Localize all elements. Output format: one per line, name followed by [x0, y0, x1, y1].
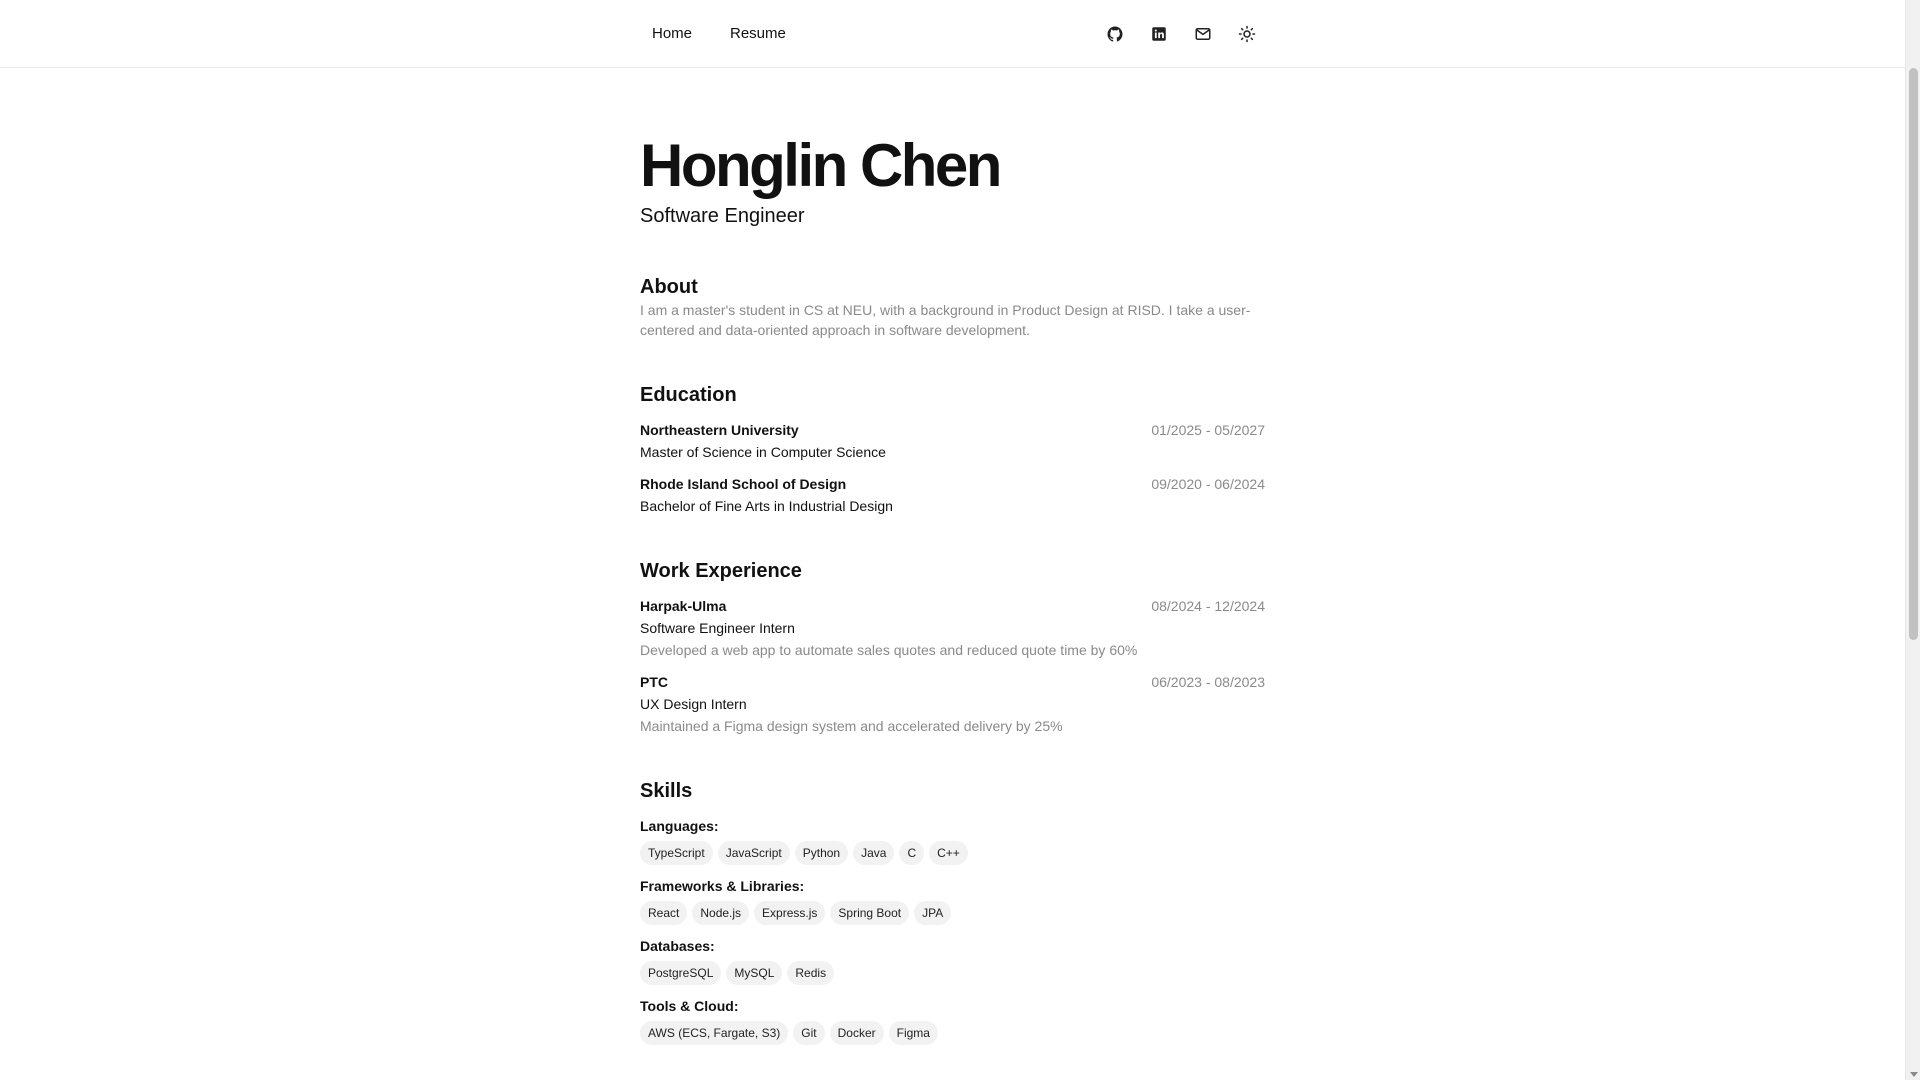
- skill-group-tools: [640, 996, 1265, 1045]
- entry-role: UX Design Intern: [640, 696, 747, 712]
- skill-chip: C: [899, 841, 924, 865]
- skills-title: Skills: [640, 780, 693, 802]
- work-entry: [640, 672, 1265, 736]
- skill-group-languages: [640, 816, 1265, 865]
- skill-chip: Spring Boot: [830, 901, 909, 925]
- github-icon[interactable]: [1102, 21, 1128, 47]
- skill-chip: AWS (ECS, Fargate, S3): [640, 1021, 788, 1045]
- skill-chip: Java: [853, 841, 894, 865]
- profile-name: Honglin Chen: [640, 132, 1000, 199]
- skill-group-label: Languages:: [640, 818, 719, 834]
- entry-date: 01/2025 - 05/2027: [1151, 422, 1265, 438]
- entry-description: Maintained a Figma design system and accelerated delivery by 25%: [640, 718, 1063, 734]
- nav-resume-link[interactable]: Resume: [730, 25, 786, 42]
- entry-degree: Bachelor of Fine Arts in Industrial Design: [640, 498, 893, 514]
- nav-inner: [640, 0, 1265, 68]
- scroll-down-arrow-icon[interactable]: [1910, 1072, 1918, 1077]
- top-navigation: [0, 0, 1905, 68]
- entry-org: Harpak-Ulma: [640, 598, 727, 614]
- entry-date: 08/2024 - 12/2024: [1151, 598, 1265, 614]
- skill-chip: Express.js: [754, 901, 825, 925]
- work-entry: [640, 596, 1265, 660]
- skill-chip: Node.js: [692, 901, 749, 925]
- education-entry: [640, 474, 1265, 516]
- skill-chip: JPA: [914, 901, 951, 925]
- education-entry: [640, 420, 1265, 462]
- skill-chip: JavaScript: [718, 841, 790, 865]
- skill-group-label: Frameworks & Libraries:: [640, 878, 805, 894]
- skill-group-frameworks: [640, 876, 1265, 925]
- education-title: Education: [640, 384, 737, 406]
- linkedin-icon[interactable]: [1146, 21, 1172, 47]
- entry-org: Northeastern University: [640, 422, 799, 438]
- entry-date: 06/2023 - 08/2023: [1151, 674, 1265, 690]
- skill-chip: Redis: [787, 961, 834, 985]
- entry-degree: Master of Science in Computer Science: [640, 444, 886, 460]
- vertical-scrollbar[interactable]: [1905, 0, 1920, 1080]
- skill-chip: Figma: [889, 1021, 938, 1045]
- skill-chips: [640, 1021, 1265, 1045]
- skill-chip: MySQL: [726, 961, 782, 985]
- scrollbar-thumb[interactable]: [1909, 68, 1918, 640]
- about-title: About: [640, 276, 698, 298]
- skill-chip: TypeScript: [640, 841, 713, 865]
- skill-chip: Python: [795, 841, 848, 865]
- mail-icon[interactable]: [1190, 21, 1216, 47]
- skill-chips: [640, 961, 1265, 985]
- work-title: Work Experience: [640, 560, 802, 582]
- profile-role: Software Engineer: [640, 205, 805, 227]
- about-text: I am a master's student in CS at NEU, with a background in Product Design at RISD. I take a user-centered and data-oriented approach in software development.: [640, 302, 1251, 338]
- sun-icon[interactable]: [1234, 21, 1260, 47]
- entry-org: PTC: [640, 674, 668, 690]
- skill-chips: [640, 901, 1265, 925]
- entry-role: Software Engineer Intern: [640, 620, 795, 636]
- skill-group-databases: [640, 936, 1265, 985]
- entry-description: Developed a web app to automate sales quotes and reduced quote time by 60%: [640, 642, 1138, 658]
- skill-chip: React: [640, 901, 687, 925]
- skill-chips: [640, 841, 1265, 865]
- skill-chip: C++: [929, 841, 968, 865]
- skill-chip: PostgreSQL: [640, 961, 721, 985]
- skill-chip: Docker: [830, 1021, 884, 1045]
- skill-group-label: Tools & Cloud:: [640, 998, 739, 1014]
- skill-group-label: Databases:: [640, 938, 715, 954]
- nav-home-link[interactable]: Home: [652, 25, 693, 42]
- skill-chip: Git: [793, 1021, 824, 1045]
- entry-date: 09/2020 - 06/2024: [1151, 476, 1265, 492]
- entry-org: Rhode Island School of Design: [640, 476, 847, 492]
